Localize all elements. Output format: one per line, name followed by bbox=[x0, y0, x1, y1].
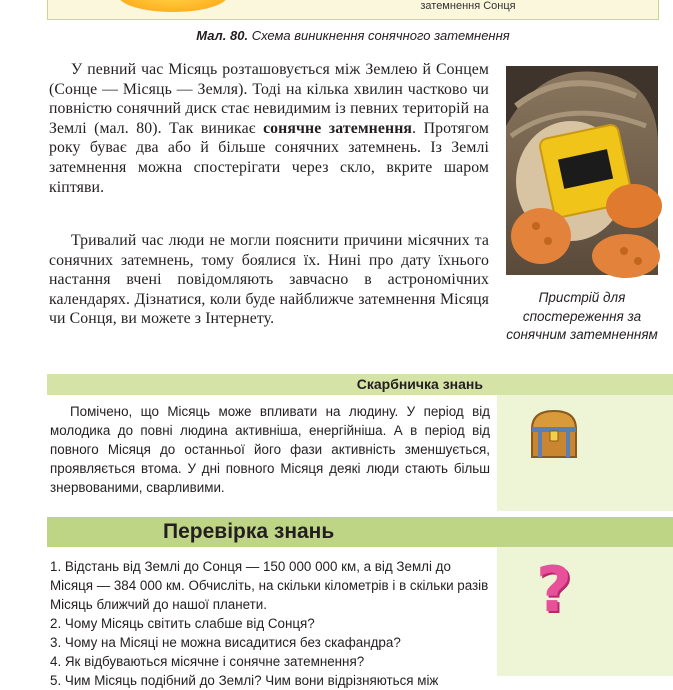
photo-caption: Пристрій для спостереження за сонячним затемненням bbox=[506, 290, 658, 342]
review-header-bar bbox=[47, 517, 673, 547]
paragraph-eclipse-history: Тривалий час люди не могли пояснити причини місячних та сонячних затемнень, тому боялися їх. Нині про дату їхнього настання вчені повідомляють завчасно в астрономічних календарях. Дізнатися, коли буде найближче затемнення Місяця чи Сонця, ви можете з Інтернету. bbox=[49, 232, 489, 328]
sun-illustration bbox=[118, 0, 228, 12]
review-questions bbox=[50, 557, 490, 690]
question-item: 5. Чим Місяць подібний до Землі? Чим вони відрізняються між bbox=[50, 673, 439, 688]
figure-inner-caption: затемнення Сонця bbox=[420, 0, 516, 12]
review-sidebar bbox=[497, 547, 673, 676]
eclipse-viewer-photo bbox=[506, 66, 658, 275]
knowledge-title: Скарбничка знань bbox=[356, 376, 483, 392]
question-item: 3. Чому на Місяці не можна висадитися без скафандра? bbox=[50, 635, 401, 650]
paragraph-text: . Протягом року буває два або й більше сонячних затемнень. Із Землі затемнення можна спостерігати через скло, вкрите шаром кіптяви. bbox=[49, 119, 490, 196]
figure-title: Схема виникнення сонячного затемнення bbox=[251, 28, 510, 43]
knowledge-text: Помічено, що Місяць може впливати на людину. У період від молодика до повні людина активніша, енергійніша. А в період від повного Місяця до останньої його фази активність зменшується, проявляється втома. У дні повного Місяця деякі люди стають більш знервованими, сварливими. bbox=[50, 404, 490, 496]
child-with-viewer-illustration bbox=[506, 66, 658, 275]
figure-caption bbox=[47, 28, 659, 43]
figure-number: Мал. 80. bbox=[196, 28, 249, 43]
paragraph-text: У певний час Місяць розташовується між Землею й Сонцем (Сонце — Місяць — Земля). Тоді на кілька хвилин частково чи повністю сонячний диск стає невидимим із певних територій на Землі (мал. 80). Так виникає bbox=[49, 61, 489, 137]
paragraph-solar-eclipse bbox=[49, 60, 489, 197]
key-term: сонячне затемнення bbox=[263, 119, 413, 137]
question-item: 4. Як відбуваються місячне і сонячне затемнення? bbox=[50, 654, 365, 669]
question-mark-icon: ? bbox=[536, 553, 572, 626]
treasure-chest-icon bbox=[526, 407, 582, 468]
review-title: Перевірка знань bbox=[163, 520, 335, 543]
knowledge-sidebar bbox=[497, 395, 673, 511]
question-item: 2. Чому Місяць світить слабше від Сонця? bbox=[50, 616, 315, 631]
question-item: 1. Відстань від Землі до Сонця — 150 000 000 км, а від Землі до Місяця — 384 000 км. Обчисліть, на скільки кілометрів і в скільки разів Місяць ближчий до нашої планети. bbox=[50, 559, 489, 612]
